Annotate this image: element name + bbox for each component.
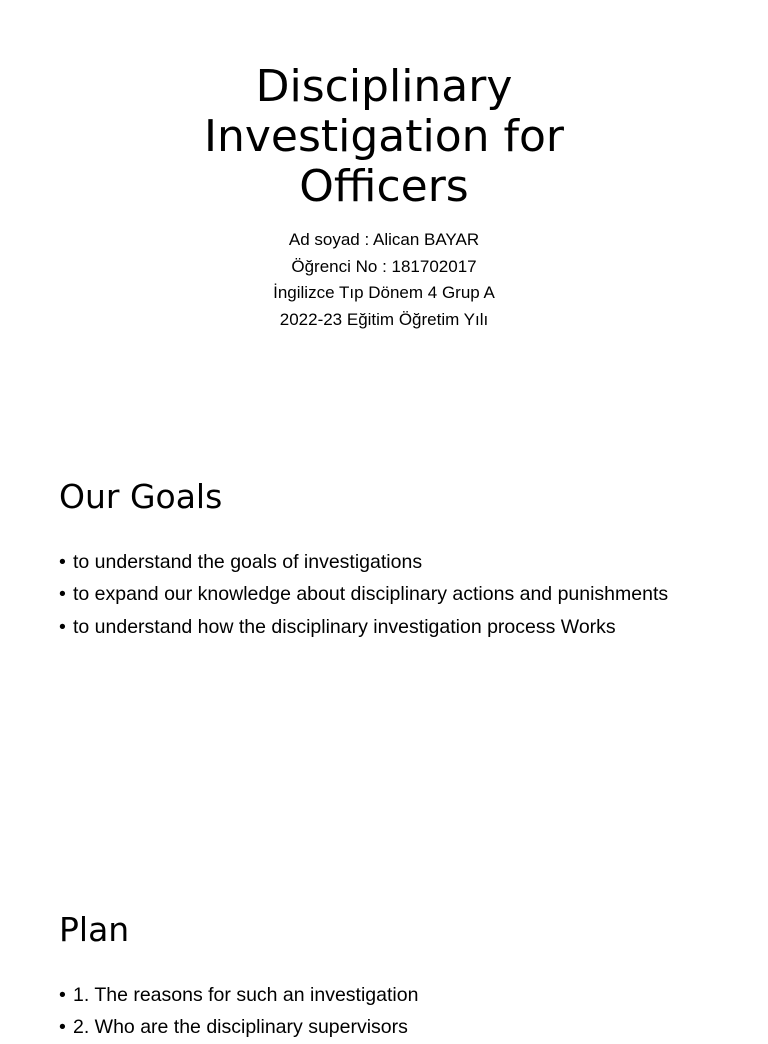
subtitle-line: Ad soyad : Alican BAYAR (288, 230, 480, 249)
title-line: Disciplinary (255, 61, 513, 112)
subtitle-line: Öğrenci No : 181702017 (291, 256, 477, 276)
bullet-icon: • (59, 1016, 66, 1039)
subtitle-line: İngilizce Tıp Dönem 4 Grup A (273, 283, 495, 303)
slide-subtitle (0, 227, 768, 333)
list-item (59, 546, 668, 578)
subtitle-line: 2022-23 Eğitim Öğretim Yılı (279, 309, 489, 329)
plan-heading: Plan (59, 910, 130, 949)
plan-slide (0, 868, 768, 1039)
list-item (59, 979, 418, 1011)
list-item (59, 1011, 418, 1043)
title-slide (0, 0, 768, 425)
slide-title (0, 62, 768, 212)
plan-list (59, 979, 418, 1044)
list-item-text: to understand how the disciplinary investigation process Works (73, 615, 616, 638)
bullet-icon: • (59, 551, 66, 573)
list-item-text: 1. The reasons for such an investigation (73, 984, 419, 1006)
bullet-icon: • (59, 984, 66, 1006)
bullet-icon: • (59, 615, 66, 638)
goals-slide (0, 434, 768, 858)
list-item-text: 2. Who are the disciplinary supervisors (73, 1016, 408, 1039)
goals-list (59, 546, 668, 643)
title-line: Investigation for (203, 111, 565, 162)
list-item-text: to understand the goals of investigations (73, 551, 423, 573)
list-item (59, 578, 668, 610)
list-item (59, 611, 668, 643)
bullet-icon: • (59, 583, 66, 606)
title-line: Officers (299, 161, 469, 212)
goals-heading: Our Goals (59, 477, 223, 516)
list-item-text: to expand our knowledge about disciplinary actions and punishments (73, 583, 669, 606)
